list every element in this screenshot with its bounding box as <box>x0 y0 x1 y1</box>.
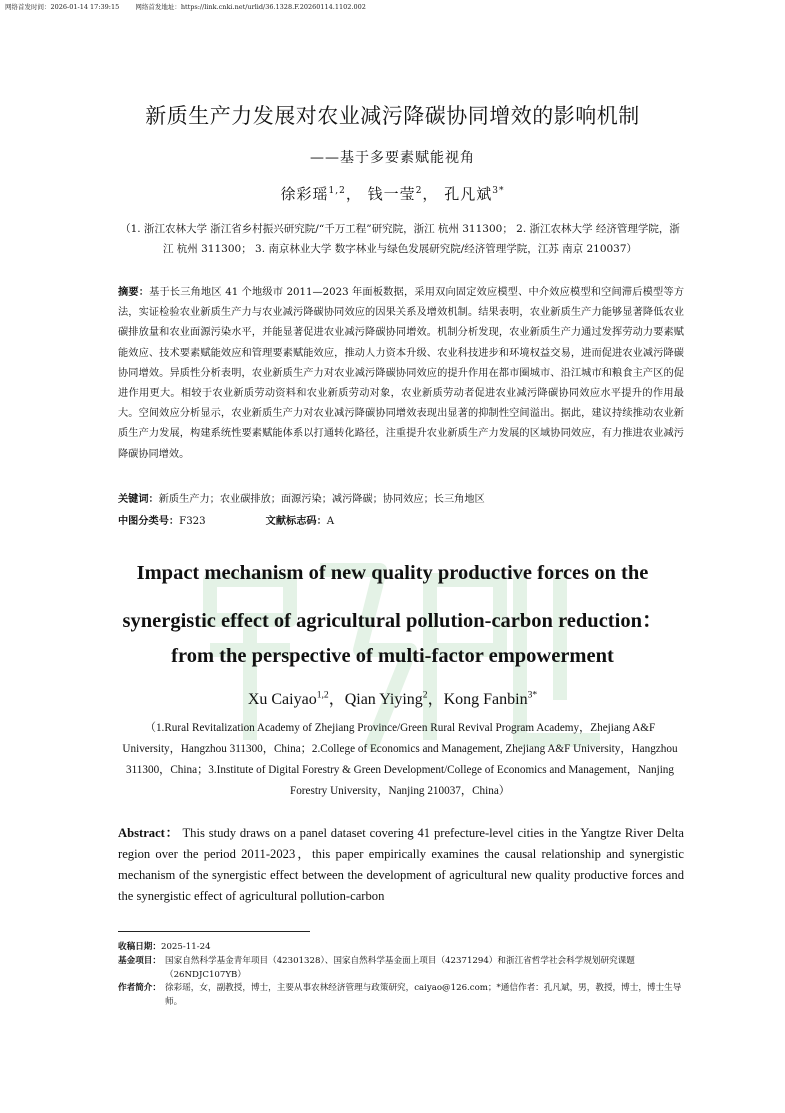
english-abstract <box>118 823 684 907</box>
doc-code-label: 文献标志码： <box>265 516 327 527</box>
chinese-affiliations: （1. 浙江农林大学 浙江省乡村振兴研究院/“千万工程”研究院，浙江 杭州 311300； 2. 浙江农林大学 经济管理学院，浙江 杭州 311300； 3. 南京林业大学 数字林业与绿色发展研究院/经济管理学院，江苏 南京 210037） <box>120 223 680 255</box>
author-sup: 1,2 <box>316 689 329 701</box>
received-label: 收稿日期： <box>118 942 161 952</box>
english-title-line2: synergistic effect of agricultural pollution-carbon reduction： <box>122 610 663 632</box>
author-name: Xu Caiyao <box>247 691 317 708</box>
author-name: Qian Yiying <box>344 691 423 708</box>
footnote-divider <box>118 931 310 932</box>
author-bio <box>118 982 688 1009</box>
abstract-label: 摘要： <box>118 287 150 298</box>
fund-text: 国家自然科学基金青年项目（42301328）、国家自然科学基金面上项目（42371294）和浙江省哲学社会科学规划研究课题（26NDJC107YB） <box>165 956 635 980</box>
keywords-label: 关键词： <box>118 494 159 505</box>
keywords-text: 新质生产力；农业碳排放；面源污染；减污降碳；协同效应；长三角地区 <box>158 494 485 505</box>
publish-time: 网络首发时间：2026-01-14 17:39:15 <box>5 3 120 11</box>
abstract-text: This study draws on a panel dataset covering 41 prefecture-level cities in the Yangtze River Delta region over the period 2011-2023，this paper empirically examines the causal relationship and synergistic mechanism of the synergistic effect between the development of agricultural new quality productive forces and the synergistic effect of agricultural pollution-carbon <box>118 826 684 903</box>
chinese-subtitle: ——基于多要素赋能视角 <box>310 150 475 166</box>
author-name: Kong Fanbin <box>443 691 528 708</box>
english-affiliations: （1.Rural Revitalization Academy of Zhejiang Province/Green Rural Revival Program Academy，Zhejiang A&F University，Hangzhou 311300，China；2.College of Economics and Management, Zhejiang A&F University，Hangzhou 311300，China；3.Institute of Digital Forestry & Green Development/College of Economics and Management，Nanjing Forestry University，Nanjing 210037，China） <box>122 722 678 797</box>
chinese-authors: 徐彩瑶$^{1,2}$， 钱一莹$^2$， 孔凡斌$^{3*}$ <box>280 185 505 203</box>
received-value: 2025-11-24 <box>160 942 211 952</box>
author-sup: 2 <box>415 186 423 196</box>
fund-note <box>118 955 688 982</box>
first-publish-header <box>5 2 380 11</box>
author-bio-label: 作者简介： <box>118 983 161 993</box>
english-authors: Xu Caiyao$^{1,2}$，Qian Yiying$^2$，Kong Fanbin$^{3*}$ <box>247 689 538 708</box>
author-sup: 3* <box>492 186 505 196</box>
publish-url[interactable]: 网络首发地址：https://link.cnki.net/urlid/36.1328.F.20260114.1102.002 <box>135 3 366 11</box>
chinese-abstract <box>118 283 684 465</box>
english-title-line1: Impact mechanism of new quality productive forces on the <box>136 562 649 584</box>
abstract-text: 基于长三角地区 41 个地级市 2011—2023 年面板数据，采用双向固定效应模型、中介效应模型和空间滞后模型等方法，实证检验农业新质生产力与农业减污降碳协同效应的因果关系及增效机制。结果表明，农业新质生产力能够显著降低农业碳排放量和农业面源污染水平，并能显著促进农业减污降碳协同增效。机制分析发现，农业新质生产力通过发挥劳动力要素赋能效应、技术要素赋能效应和管理要素赋能效应，推动人力资本升级、农业科技进步和环境权益交易，进而促进农业减污降碳协同增效。异质性分析表明，农业新质生产力对农业减污降碳协同效应的提升作用在都市圈城市、沿江城市和粮食主产区的促进作用更大。相较于农业新质劳动资料和农业新质劳动对象，农业新质劳动者促进农业减污降碳协同效应水平提升的作用最大。空间效应分析显示，农业新质生产力对农业减污降碳协同增效表现出显著的抑制性空间溢出。据此，建议持续推动农业新质生产力发展，构建系统性要素赋能体系以打通转化路径，注重提升农业新质生产力发展的区域协同效应，有力推进农业减污降碳协同增效。 <box>118 287 685 460</box>
abstract-label: Abstract： <box>118 826 179 840</box>
english-title-line3: from the perspective of multi-factor empowerment <box>171 645 614 667</box>
clc-value: F323 <box>179 516 206 527</box>
classification-row <box>118 512 334 527</box>
chinese-title: 新质生产力发展对农业减污降碳协同增效的影响机制 <box>145 104 640 128</box>
author-bio-text: 徐彩瑶，女，副教授，博士，主要从事农林经济管理与政策研究，caiyao@126.com；*通信作者：孔凡斌，男，教授，博士，博士生导师。 <box>165 983 682 1007</box>
author-sup: 2 <box>422 689 428 701</box>
fund-label: 基金项目： <box>118 956 161 966</box>
author-name: 徐彩瑶 <box>280 185 329 203</box>
author-sup: 1,2 <box>328 186 346 196</box>
author-sup: 3* <box>527 689 538 701</box>
clc-label: 中图分类号： <box>118 516 180 527</box>
author-name: 钱一莹 <box>367 185 416 203</box>
doc-code-value: A <box>326 516 335 527</box>
keywords <box>118 490 485 505</box>
received-date <box>118 941 688 955</box>
author-name: 孔凡斌 <box>444 185 493 203</box>
